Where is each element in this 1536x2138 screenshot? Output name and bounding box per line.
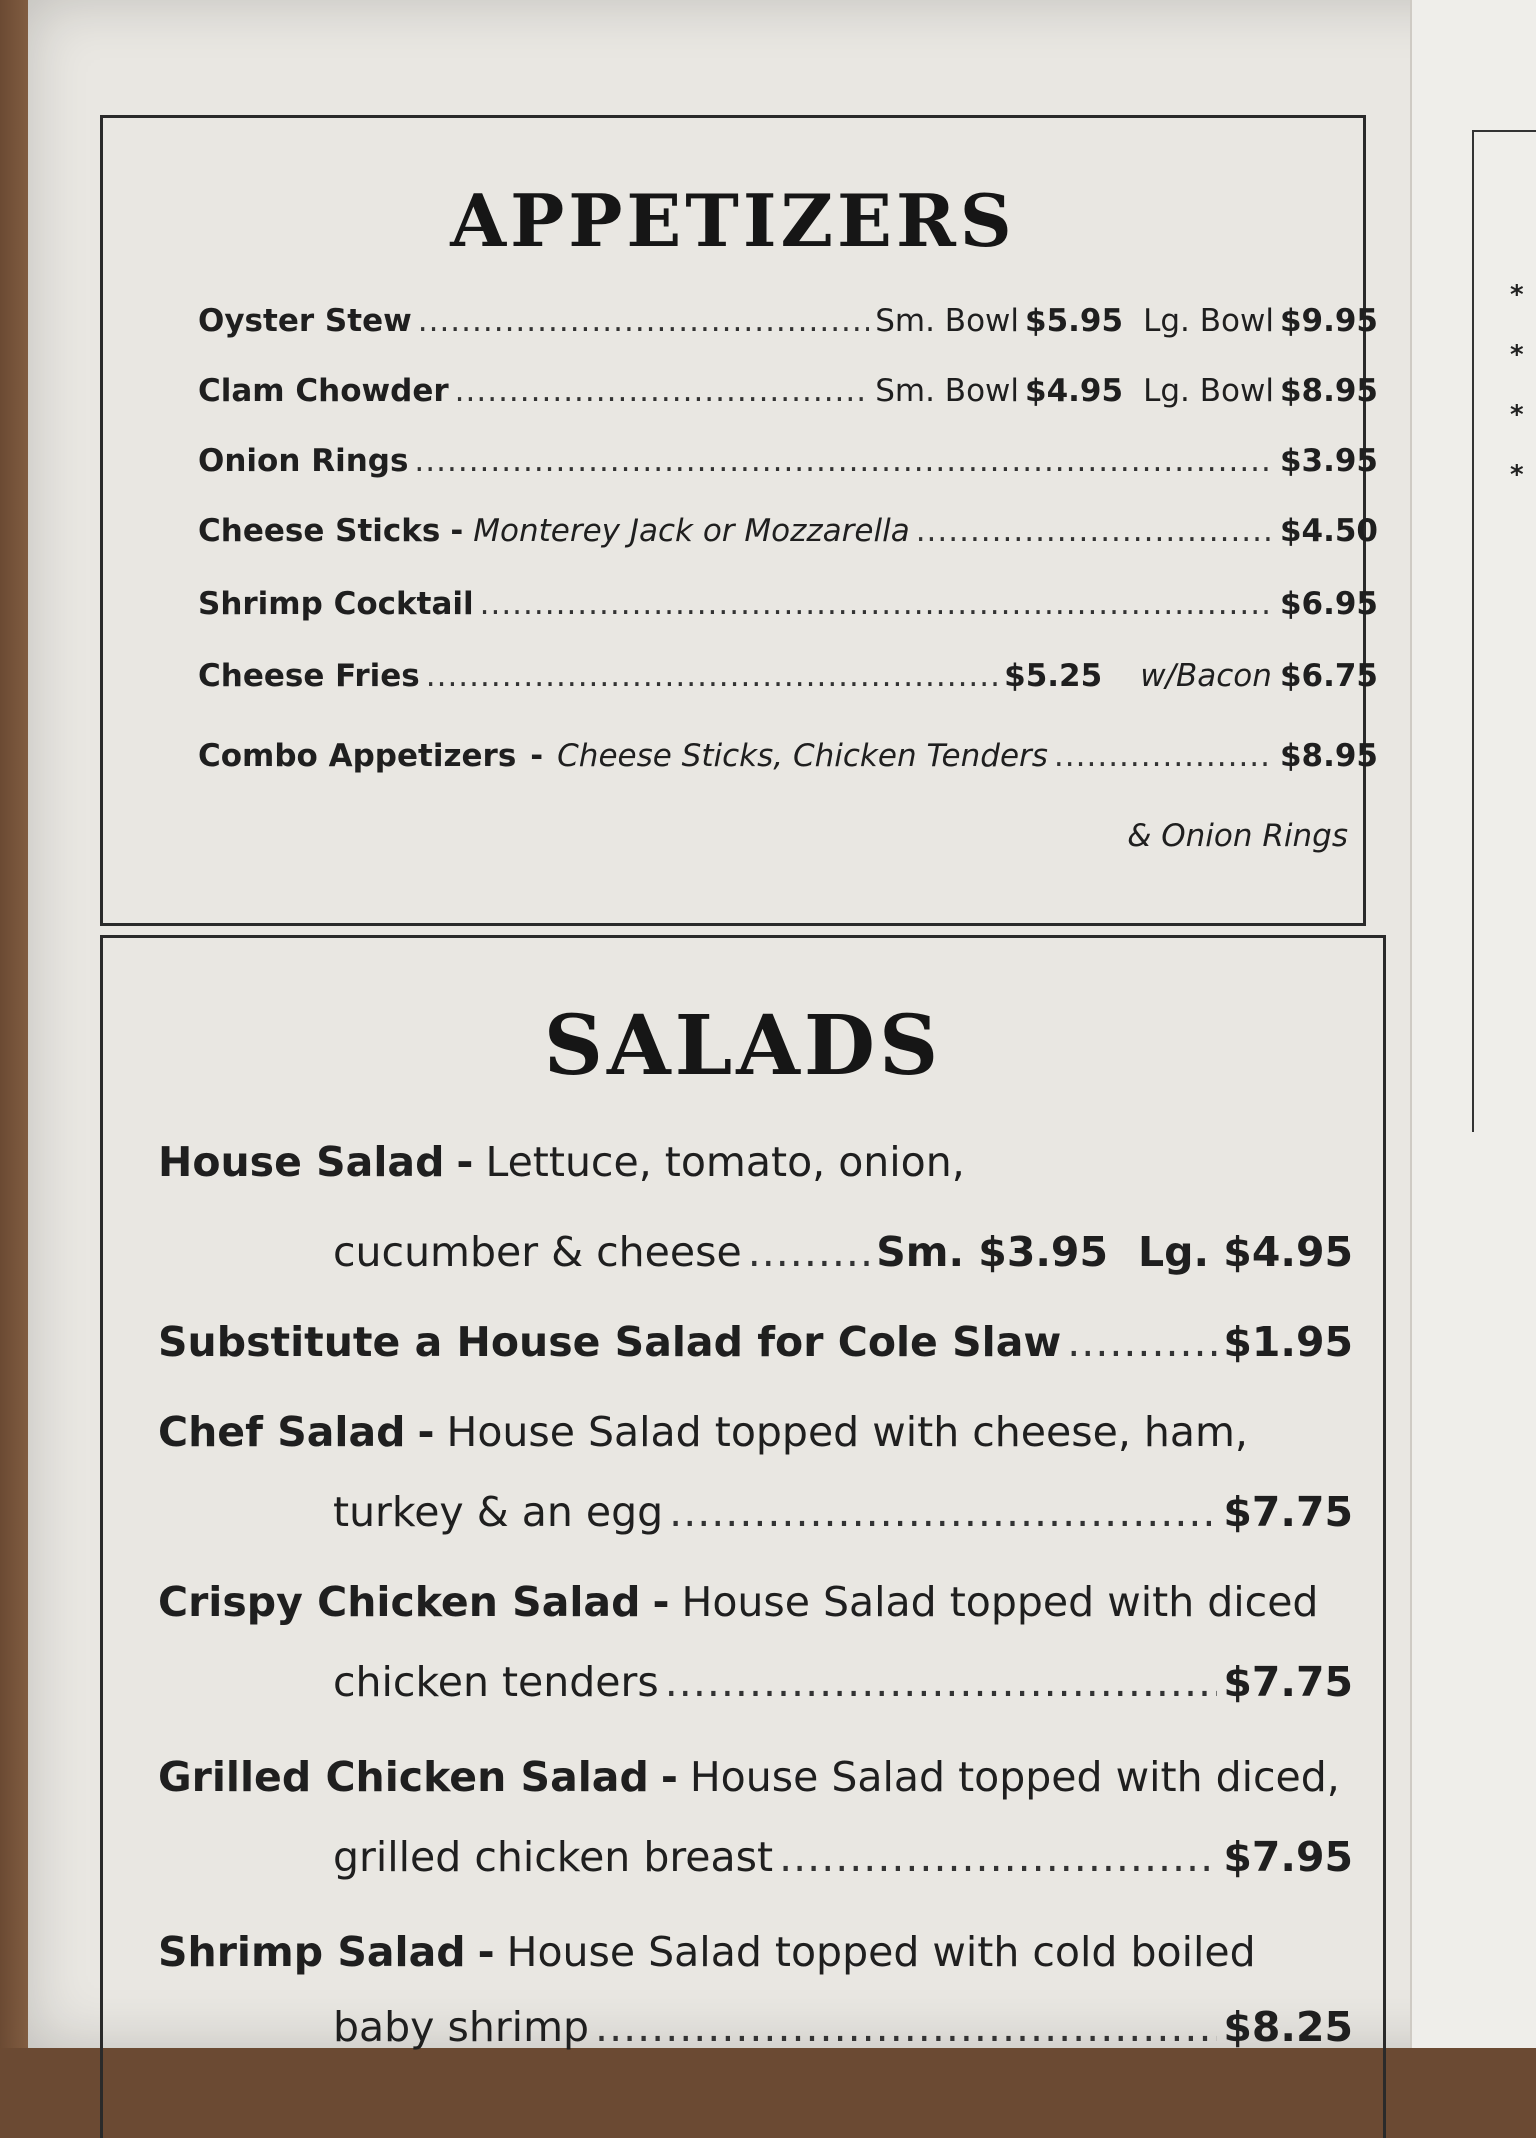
separator: - (530, 738, 544, 774)
item-name: Cheese Sticks (198, 513, 441, 549)
item-description: House Salad topped with diced, (689, 1753, 1340, 1801)
leader-dots (916, 513, 1274, 549)
leader-dots (669, 1488, 1217, 1536)
menu-item-substitute-house-salad (158, 1318, 1353, 1366)
leader-dots (418, 303, 869, 339)
item-price: $6.95 (1279, 586, 1378, 622)
item-name: Substitute a House Salad for Cole Slaw (158, 1318, 1062, 1366)
menu-item-grilled-chicken-salad (158, 1753, 1353, 1801)
menu-item-crispy-chicken-salad-cont (333, 1658, 1353, 1706)
item-description: grilled chicken breast (333, 1833, 774, 1881)
item-price: $7.75 (1223, 1488, 1353, 1536)
leader-dots (748, 1228, 870, 1276)
item-price: Lg. $4.95 (1137, 1228, 1353, 1276)
item-price: $9.95 (1279, 303, 1378, 339)
item-price: $8.95 (1279, 373, 1378, 409)
item-description: Lettuce, tomato, onion, (485, 1138, 965, 1186)
item-description: Monterey Jack or Mozzarella (473, 513, 910, 549)
leader-dots (779, 1833, 1217, 1881)
item-price: $4.95 (1025, 373, 1124, 409)
item-price: $8.25 (1223, 2003, 1353, 2051)
separator: - (477, 1928, 495, 1976)
item-name: Cheese Fries (198, 658, 420, 694)
side-asterisk: * (1510, 400, 1524, 430)
separator: - (450, 513, 464, 549)
menu-item-shrimp-cocktail (198, 586, 1378, 622)
salads-section (100, 935, 1386, 2138)
menu-item-shrimp-salad (158, 1928, 1353, 1976)
separator: - (456, 1138, 474, 1186)
item-description: House Salad topped with diced (681, 1578, 1319, 1626)
item-description: House Salad topped with cold boiled (506, 1928, 1256, 1976)
item-name: Onion Rings (198, 443, 409, 479)
item-price: $7.95 (1223, 1833, 1353, 1881)
size-label: Lg. Bowl (1143, 303, 1274, 339)
leader-dots (455, 373, 870, 409)
appetizers-title: APPETIZERS (450, 178, 1016, 263)
size-label: Sm. Bowl (875, 373, 1020, 409)
item-price: $6.75 (1279, 658, 1378, 694)
menu-item-onion-rings (198, 443, 1378, 479)
item-description: turkey & an egg (333, 1488, 664, 1536)
item-price: $5.25 (1004, 658, 1103, 694)
item-description: baby shrimp (333, 2003, 590, 2051)
separator: - (652, 1578, 670, 1626)
menu-item-shrimp-salad-cont (333, 2003, 1353, 2051)
menu-item-grilled-chicken-salad-cont (333, 1833, 1353, 1881)
item-price: $8.95 (1279, 738, 1378, 774)
leader-dots (665, 1658, 1218, 1706)
item-price: $3.95 (1279, 443, 1378, 479)
menu-item-house-salad-cont (333, 1228, 1353, 1276)
separator: - (660, 1753, 678, 1801)
menu-item-combo-appetizers-cont (198, 818, 1348, 854)
item-price: $4.50 (1279, 513, 1378, 549)
item-name: Shrimp Cocktail (198, 586, 474, 622)
menu-item-clam-chowder (198, 373, 1378, 409)
item-description: cucumber & cheese (333, 1228, 742, 1276)
item-name: Oyster Stew (198, 303, 412, 339)
item-name: Grilled Chicken Salad (158, 1753, 649, 1801)
size-label: Lg. Bowl (1143, 373, 1274, 409)
item-price: $7.75 (1223, 1658, 1353, 1706)
item-price: $1.95 (1223, 1318, 1353, 1366)
item-name: Clam Chowder (198, 373, 449, 409)
side-asterisk: * (1510, 340, 1524, 370)
item-name: House Salad (158, 1138, 445, 1186)
leader-dots (426, 658, 998, 694)
leader-dots (595, 2003, 1217, 2051)
next-page-border (1472, 130, 1536, 1132)
leader-dots (480, 586, 1274, 622)
leader-dots (1054, 738, 1274, 774)
menu-item-chef-salad-cont (333, 1488, 1353, 1536)
menu-item-cheese-fries (198, 658, 1378, 694)
side-asterisk: * (1510, 460, 1524, 490)
separator: - (417, 1408, 435, 1456)
salads-title: SALADS (543, 998, 943, 1094)
menu-item-cheese-sticks (198, 513, 1378, 549)
leader-dots (414, 443, 1274, 479)
size-label: Sm. Bowl (875, 303, 1020, 339)
item-name: Combo Appetizers (198, 738, 517, 774)
menu-item-house-salad (158, 1138, 1353, 1186)
menu-item-combo-appetizers (198, 738, 1378, 774)
menu-item-oyster-stew (198, 303, 1378, 339)
menu-item-chef-salad (158, 1408, 1353, 1456)
item-name: Shrimp Salad (158, 1928, 466, 1976)
side-asterisk: * (1510, 280, 1524, 310)
item-name: Crispy Chicken Salad (158, 1578, 641, 1626)
item-description: chicken tenders (333, 1658, 659, 1706)
item-description: Cheese Sticks, Chicken Tenders (557, 738, 1048, 774)
item-price: $5.95 (1025, 303, 1124, 339)
item-option: w/Bacon (1140, 658, 1272, 694)
item-name: Chef Salad (158, 1408, 406, 1456)
item-description: & Onion Rings (1127, 818, 1348, 854)
item-price: Sm. $3.95 (876, 1228, 1108, 1276)
leader-dots (1067, 1318, 1217, 1366)
appetizers-section (100, 115, 1378, 926)
menu-item-crispy-chicken-salad (158, 1578, 1353, 1626)
item-description: House Salad topped with cheese, ham, (446, 1408, 1248, 1456)
